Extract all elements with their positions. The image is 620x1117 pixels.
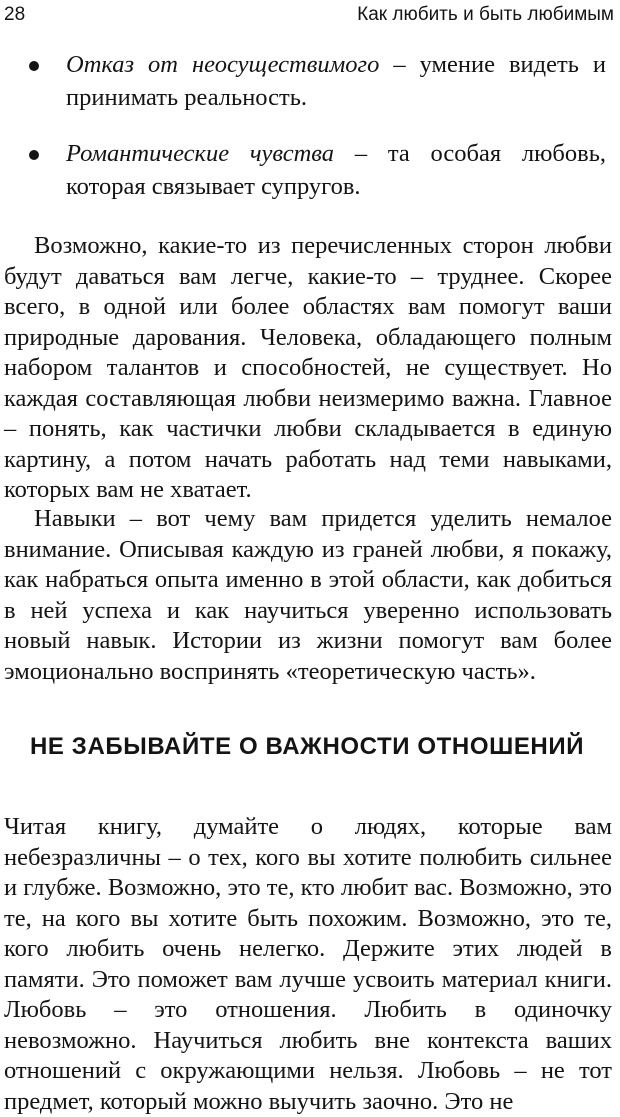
page-number: 28 xyxy=(4,4,26,25)
paragraph-text: Навыки – вот чему вам придется уделить немалое внимание. Описывая каждую из граней любви, я покажу, как набраться опыта именно в этой области, как добиться в ней успеха и как научиться уверенно использовать новый навык. Истории из жизни помогут вам более эмоционально воспринять «теоретическую часть». xyxy=(4,505,612,685)
bullet-text: – умение видеть и принимать реальность. xyxy=(66,51,606,111)
bullet-item xyxy=(0,137,620,203)
bullet-term: Романтические чувства xyxy=(66,140,335,167)
section-heading: НЕ ЗАБЫВАЙТЕ О ВАЖНОСТИ ОТНОШЕНИЙ xyxy=(30,733,585,760)
paragraph xyxy=(4,231,612,506)
paragraph-text: Возможно, какие-то из перечисленных сторон любви будут даваться вам легче, какие-то – труднее. Скорее всего, в одной или более областях вам помогут ваши природные дарования. Человека, обладающего полным набором талантов и способностей, не существует. Но каждая составляющая любви неизмеримо важна. Главное – понять, как частички любви складывается в единую картину, а потом начать работать над теми навыками, которых вам не хватает. xyxy=(4,232,612,503)
running-header xyxy=(0,2,614,32)
bullet-list xyxy=(0,48,620,226)
bullet-term: Отказ от неосуществимого xyxy=(66,51,380,78)
bullet-text: – та особая любовь, которая связывает супругов. xyxy=(66,140,606,200)
bullet-dot-icon xyxy=(29,150,39,160)
paragraph xyxy=(4,504,612,687)
paragraph-text: Читая книгу, думайте о людях, которые вам небезразличны – о тех, кого вы хотите полюбить сильнее и глубже. Возможно, это те, кто любит вас. Возможно, это те, на кого вы хотите быть похожим. Возможно, это те, кого любить очень нелегко. Держите этих людей в памяти. Это поможет вам лучше усвоить материал книги. Любовь – это отношения. Любить в одиночку невозможно. Научиться любить вне контекста ваших отношений с окружающими нельзя. Любовь – не тот предмет, который можно выучить заочно. Это не xyxy=(4,813,612,1115)
bullet-item xyxy=(0,48,620,114)
running-title: Как любить и быть любимым xyxy=(357,4,614,25)
paragraph xyxy=(4,812,612,1117)
bullet-dot-icon xyxy=(29,61,39,71)
